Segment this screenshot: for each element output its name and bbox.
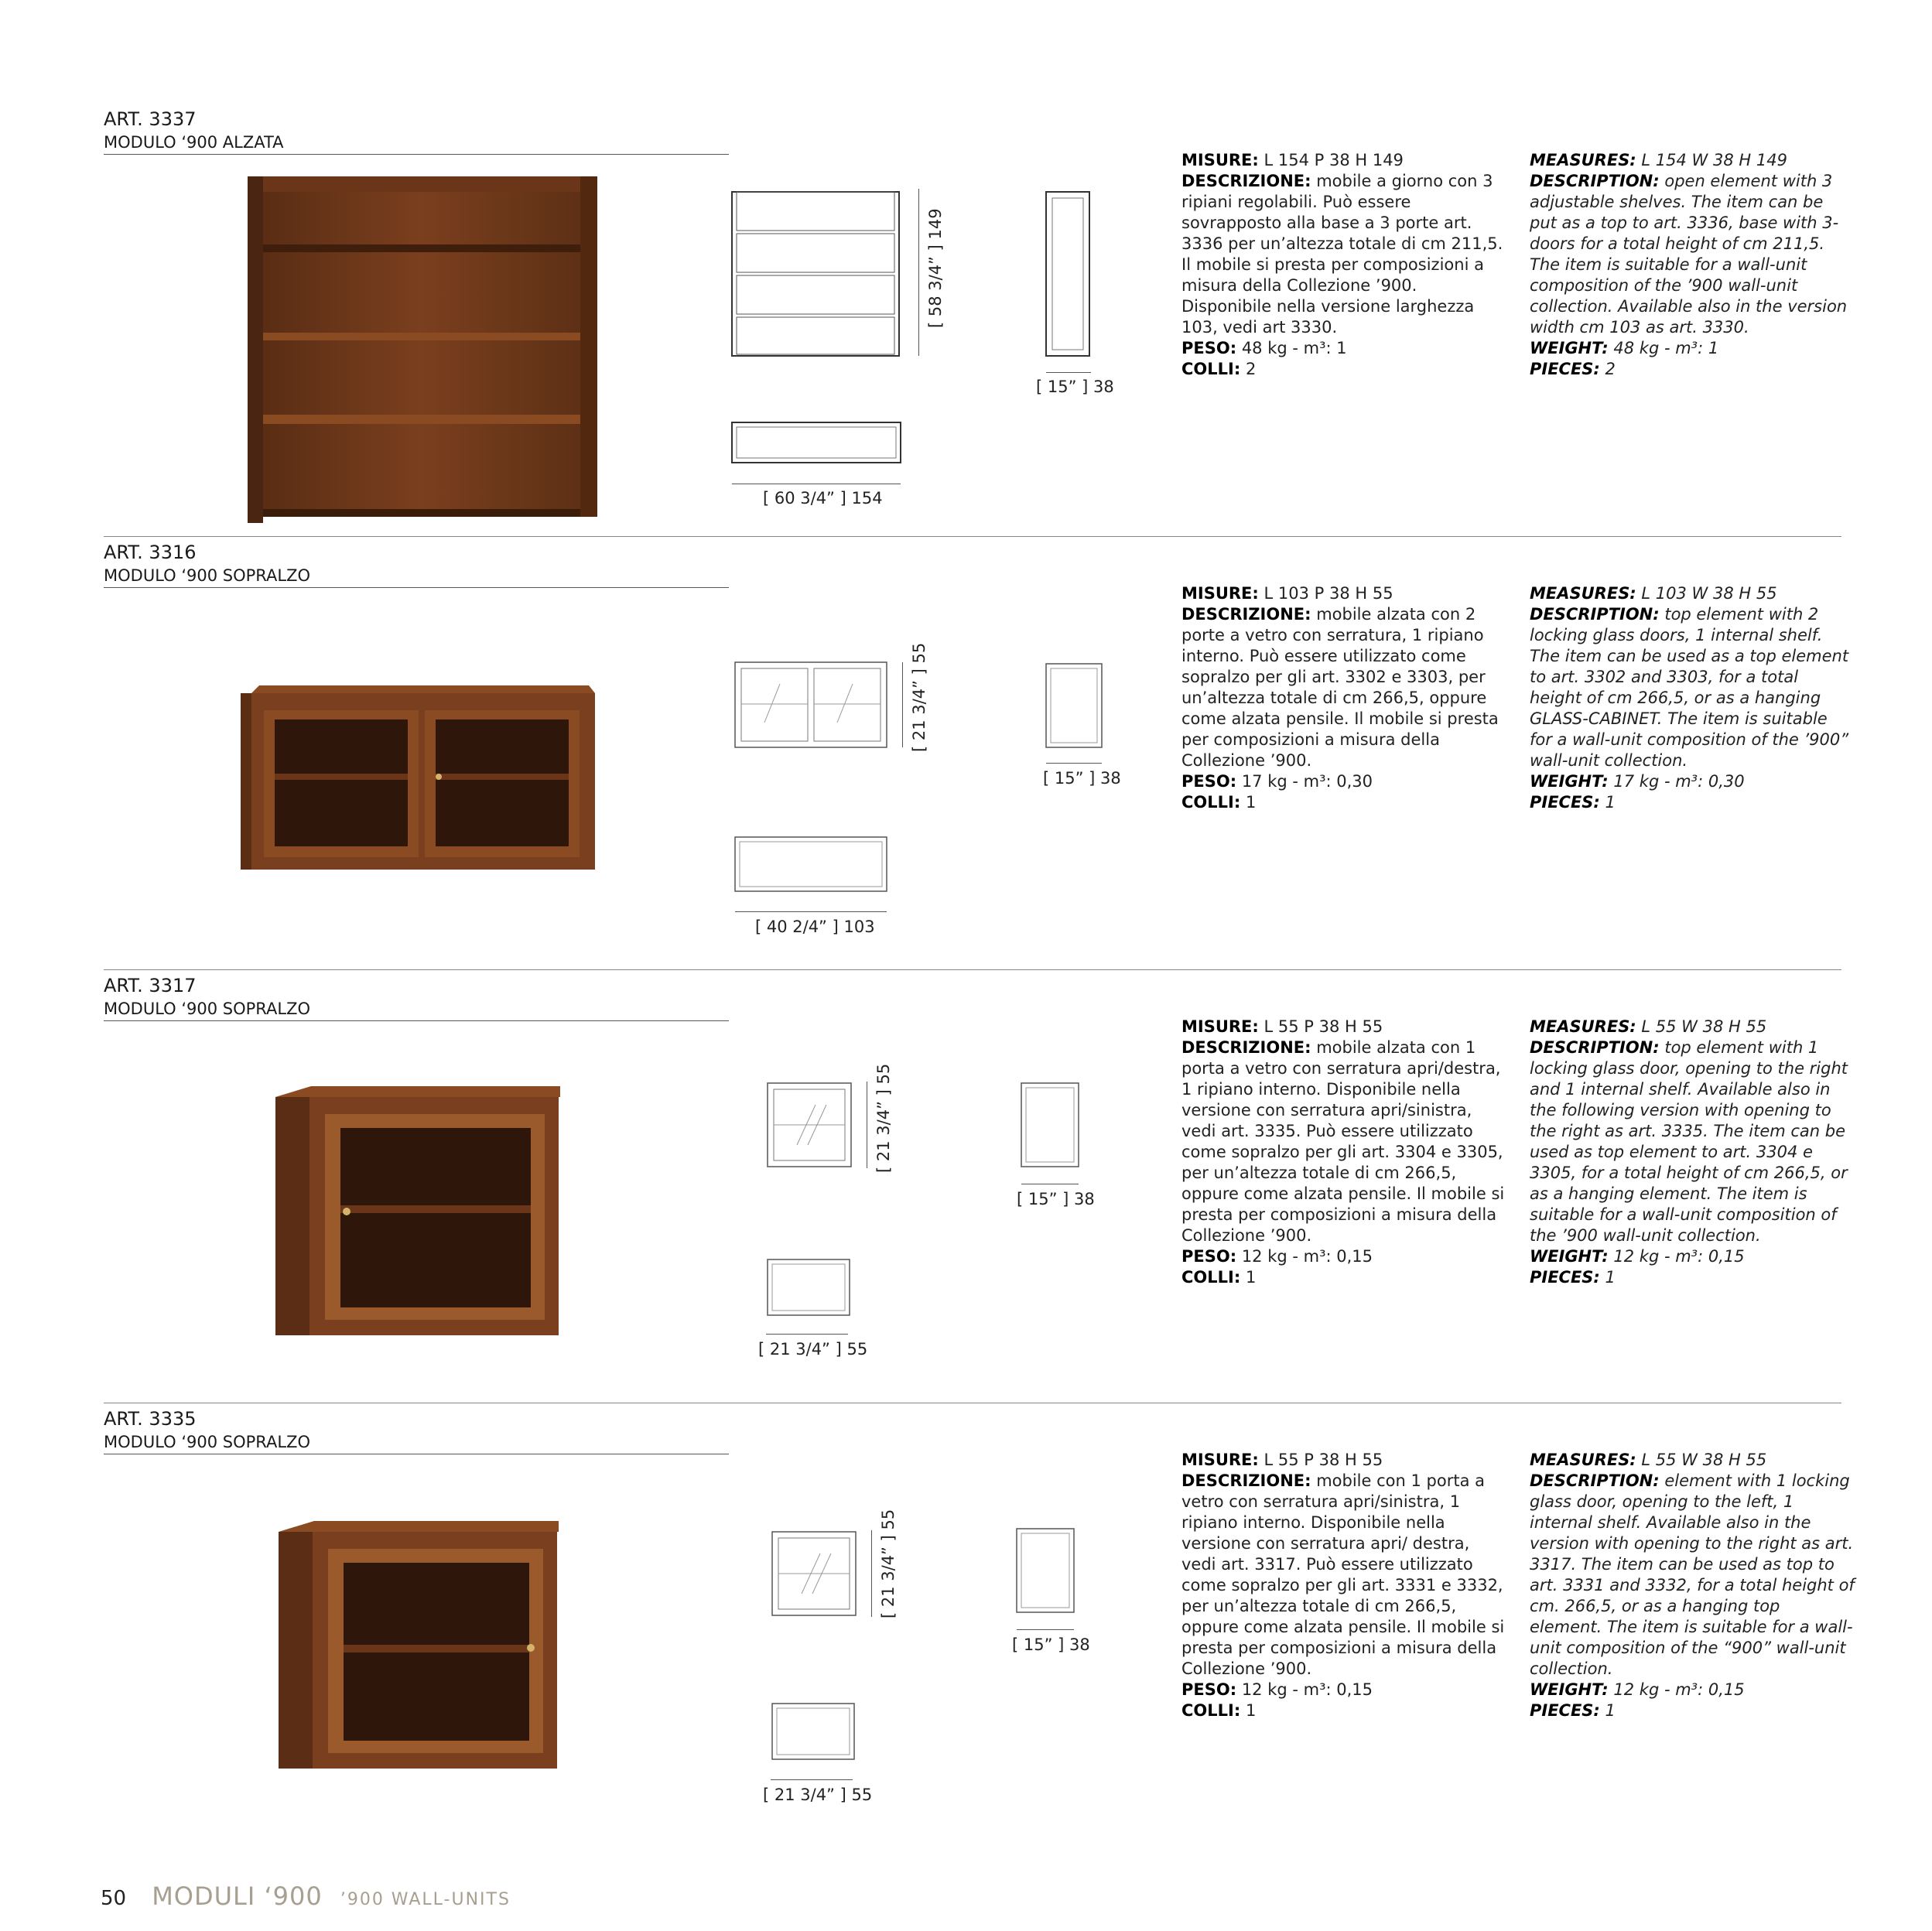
top-view-drawing bbox=[730, 421, 902, 464]
footer-subtitle: ’900 WALL-UNITS bbox=[340, 1890, 511, 1909]
article-name: MODULO ‘900 SOPRALZO bbox=[104, 1000, 311, 1018]
side-view-drawing bbox=[1045, 662, 1103, 749]
pieces-label: PIECES: bbox=[1530, 793, 1600, 812]
peso-value: 12 kg - m³: 0,15 bbox=[1241, 1680, 1373, 1699]
depth-dimension-line bbox=[1046, 372, 1091, 373]
misure-label: MISURE: bbox=[1181, 151, 1259, 169]
product-photo bbox=[272, 1082, 560, 1337]
section-rule bbox=[104, 1020, 729, 1021]
depth-dimension-line bbox=[1017, 1629, 1074, 1630]
measures-label: MEASURES: bbox=[1530, 1451, 1636, 1469]
misure-value: L 103 P 38 H 55 bbox=[1263, 584, 1393, 603]
description-label: DESCRIPTION: bbox=[1530, 1471, 1660, 1490]
pieces-value: 2 bbox=[1605, 360, 1616, 378]
pieces-value: 1 bbox=[1605, 793, 1616, 812]
pieces-value: 1 bbox=[1605, 1268, 1616, 1287]
side-view-drawing bbox=[1015, 1527, 1075, 1614]
height-dimension: [ 21 3/4” ] 55 bbox=[874, 1063, 893, 1173]
measures-value: L 55 W 38 H 55 bbox=[1641, 1017, 1767, 1036]
english-description bbox=[1530, 583, 1855, 813]
misure-label: MISURE: bbox=[1181, 1451, 1259, 1469]
peso-label: PESO: bbox=[1181, 772, 1237, 791]
italian-description bbox=[1181, 1017, 1506, 1288]
peso-label: PESO: bbox=[1181, 339, 1237, 357]
top-view-drawing bbox=[771, 1702, 856, 1761]
weight-label: WEIGHT: bbox=[1530, 1680, 1609, 1699]
front-view-drawing bbox=[771, 1530, 857, 1617]
depth-dimension: [ 15” ] 38 bbox=[1017, 1190, 1095, 1208]
article-number: ART. 3335 bbox=[104, 1408, 197, 1430]
weight-value: 17 kg - m³: 0,30 bbox=[1613, 772, 1745, 791]
height-dimension: [ 21 3/4” ] 55 bbox=[910, 642, 928, 752]
height-dimension-line bbox=[871, 1530, 872, 1617]
section-rule bbox=[104, 587, 729, 588]
italian-description bbox=[1181, 1450, 1506, 1721]
description-label: DESCRIPTION: bbox=[1530, 1038, 1660, 1057]
measures-value: L 55 W 38 H 55 bbox=[1641, 1451, 1767, 1469]
article-name: MODULO ‘900 SOPRALZO bbox=[104, 1433, 311, 1451]
width-dimension-line bbox=[771, 1779, 853, 1780]
descrizione-value: mobile a giorno con 3 ripiani regolabili. Può essere sovrapposto alla base a 3 porte art. 3336 per un’altezza totale di cm 211,5. Il mobile si presta per composizioni a misura della Collezione ’900. Disponibile nella versione larghezza 103, vedi art 3330. bbox=[1181, 172, 1503, 337]
colli-value: 1 bbox=[1245, 1268, 1257, 1287]
weight-value: 48 kg - m³: 1 bbox=[1613, 339, 1719, 357]
footer-title: MODULI ‘900 bbox=[152, 1881, 323, 1911]
width-dimension: [ 60 3/4” ] 154 bbox=[763, 489, 883, 508]
descrizione-value: mobile alzata con 1 porta a vetro con serratura apri/destra, 1 ripiano interno. Disponibile nella versione con serratura apri/sinistra, vedi art. 3335. Può essere utilizzato come sopralzo per gli art. 3304 e 3305, per un’altezza totale di cm 266,5, oppure come alzata pensile. Il mobile si presta per composizioni a misura della Collezione ’900. bbox=[1181, 1038, 1505, 1245]
pieces-label: PIECES: bbox=[1530, 1701, 1600, 1720]
width-dimension: [ 40 2/4” ] 103 bbox=[755, 918, 875, 936]
depth-dimension: [ 15” ] 38 bbox=[1043, 769, 1121, 788]
pieces-value: 1 bbox=[1605, 1701, 1616, 1720]
description-value: open element with 3 adjustable shelves. The item can be put as a top to art. 3336, base with 3-doors for a total height of cm 211,5. The item is suitable for a wall-unit composition of the ’900 wall-unit collection. Available also in the version width cm 103 as art. 3330. bbox=[1530, 172, 1848, 337]
height-dimension: [ 58 3/4” ] 149 bbox=[926, 208, 945, 328]
page-number: 50 bbox=[101, 1887, 127, 1910]
english-description bbox=[1530, 1450, 1855, 1721]
top-view-drawing bbox=[733, 836, 888, 893]
colli-value: 1 bbox=[1245, 793, 1257, 812]
description-value: top element with 2 locking glass doors, 1 internal shelf. The item can be used as a top element to art. 3302 and 3303, for a total height of cm 266,5, or as a hanging GLASS-CABINET. The item is suitable for a wall-unit composition of the ’900” wall-unit collection. bbox=[1530, 605, 1849, 770]
peso-label: PESO: bbox=[1181, 1247, 1237, 1266]
section-divider bbox=[104, 536, 1841, 537]
product-photo bbox=[236, 679, 595, 876]
width-dimension: [ 21 3/4” ] 55 bbox=[758, 1340, 868, 1359]
side-view-drawing bbox=[1020, 1082, 1080, 1168]
front-view-drawing bbox=[766, 1082, 853, 1168]
top-view-drawing bbox=[766, 1258, 851, 1317]
article-number: ART. 3337 bbox=[104, 108, 197, 130]
peso-value: 12 kg - m³: 0,15 bbox=[1241, 1247, 1373, 1266]
description-label: DESCRIPTION: bbox=[1530, 172, 1660, 190]
descrizione-label: DESCRIZIONE: bbox=[1181, 1038, 1311, 1057]
depth-dimension: [ 15” ] 38 bbox=[1012, 1635, 1090, 1654]
misure-label: MISURE: bbox=[1181, 1017, 1259, 1036]
colli-label: COLLI: bbox=[1181, 360, 1241, 378]
article-name: MODULO ‘900 ALZATA bbox=[104, 133, 284, 152]
page-footer bbox=[101, 1881, 511, 1911]
colli-label: COLLI: bbox=[1181, 793, 1241, 812]
height-dimension-line bbox=[902, 662, 903, 747]
front-view-drawing bbox=[733, 661, 888, 749]
italian-description bbox=[1181, 150, 1506, 380]
misure-value: L 55 P 38 H 55 bbox=[1263, 1017, 1383, 1036]
height-dimension: [ 21 3/4” ] 55 bbox=[879, 1509, 898, 1618]
colli-value: 2 bbox=[1245, 360, 1257, 378]
english-description bbox=[1530, 150, 1855, 380]
colli-label: COLLI: bbox=[1181, 1701, 1241, 1720]
product-photo bbox=[241, 169, 597, 525]
weight-label: WEIGHT: bbox=[1530, 1247, 1609, 1266]
weight-value: 12 kg - m³: 0,15 bbox=[1613, 1247, 1745, 1266]
description-value: top element with 1 locking glass door, opening to the right and 1 internal shelf. Available also in the following version with opening to the right as art. 3335. The item can be used as top element to art. 3304 e 3305, for a total height of cm 266,5, or as a hanging element. The item is suitable for a wall-unit composition of the ’900 wall-unit collection. bbox=[1530, 1038, 1848, 1245]
peso-label: PESO: bbox=[1181, 1680, 1237, 1699]
depth-dimension-line bbox=[1046, 763, 1102, 764]
pieces-label: PIECES: bbox=[1530, 360, 1600, 378]
height-dimension-line bbox=[918, 189, 919, 356]
colli-label: COLLI: bbox=[1181, 1268, 1241, 1287]
weight-value: 12 kg - m³: 0,15 bbox=[1613, 1680, 1745, 1699]
descrizione-value: mobile con 1 porta a vetro con serratura apri/sinistra, 1 ripiano interno. Disponibile nella versione con serratura apri/ destra, vedi art. 3317. Può essere utilizzato come sopralzo per gli art. 3331 e 3332, per un’altezza totale di cm 266,5, oppure come alzata pensile. Il mobile si presta per composizioni a misura della Collezione ’900. bbox=[1181, 1471, 1505, 1678]
measures-value: L 154 W 38 H 149 bbox=[1641, 151, 1787, 169]
descrizione-label: DESCRIZIONE: bbox=[1181, 1471, 1311, 1490]
width-dimension-line bbox=[766, 1334, 848, 1335]
peso-value: 48 kg - m³: 1 bbox=[1241, 339, 1347, 357]
measures-label: MEASURES: bbox=[1530, 584, 1636, 603]
english-description bbox=[1530, 1017, 1855, 1288]
misure-value: L 154 P 38 H 149 bbox=[1263, 151, 1404, 169]
weight-label: WEIGHT: bbox=[1530, 772, 1609, 791]
product-photo bbox=[275, 1516, 559, 1772]
article-name: MODULO ‘900 SOPRALZO bbox=[104, 566, 311, 585]
section-rule bbox=[104, 154, 729, 155]
article-number: ART. 3316 bbox=[104, 542, 197, 563]
descrizione-value: mobile alzata con 2 porte a vetro con serratura, 1 ripiano interno. Può essere utilizzato come sopralzo per gli art. 3302 e 3303, per un’altezza totale di cm 266,5, oppure come alzata pensile. Il mobile si presta per composizioni a misura della Collezione ’900. bbox=[1181, 605, 1499, 770]
description-value: element with 1 locking glass door, opening to the left, 1 internal shelf. Available also in the version with opening to the right as art. 3317. The item can be used as top to art. 3331 and 3332, for a total height of cm. 266,5, or as a hanging top element. The item is suitable for a wall-unit composition of the “900” wall-unit collection. bbox=[1530, 1471, 1855, 1678]
width-dimension-line bbox=[735, 911, 887, 912]
descrizione-label: DESCRIZIONE: bbox=[1181, 605, 1311, 624]
misure-label: MISURE: bbox=[1181, 584, 1259, 603]
weight-label: WEIGHT: bbox=[1530, 339, 1609, 357]
measures-label: MEASURES: bbox=[1530, 1017, 1636, 1036]
measures-value: L 103 W 38 H 55 bbox=[1641, 584, 1777, 603]
section-divider bbox=[104, 969, 1841, 970]
description-label: DESCRIPTION: bbox=[1530, 605, 1660, 624]
front-view-drawing bbox=[730, 189, 908, 359]
width-dimension: [ 21 3/4” ] 55 bbox=[763, 1786, 873, 1804]
descrizione-label: DESCRIZIONE: bbox=[1181, 172, 1311, 190]
depth-dimension: [ 15” ] 38 bbox=[1036, 378, 1114, 396]
italian-description bbox=[1181, 583, 1506, 813]
measures-label: MEASURES: bbox=[1530, 151, 1636, 169]
colli-value: 1 bbox=[1245, 1701, 1257, 1720]
article-number: ART. 3317 bbox=[104, 975, 197, 996]
pieces-label: PIECES: bbox=[1530, 1268, 1600, 1287]
side-view-drawing bbox=[1045, 190, 1093, 357]
misure-value: L 55 P 38 H 55 bbox=[1263, 1451, 1383, 1469]
peso-value: 17 kg - m³: 0,30 bbox=[1241, 772, 1373, 791]
